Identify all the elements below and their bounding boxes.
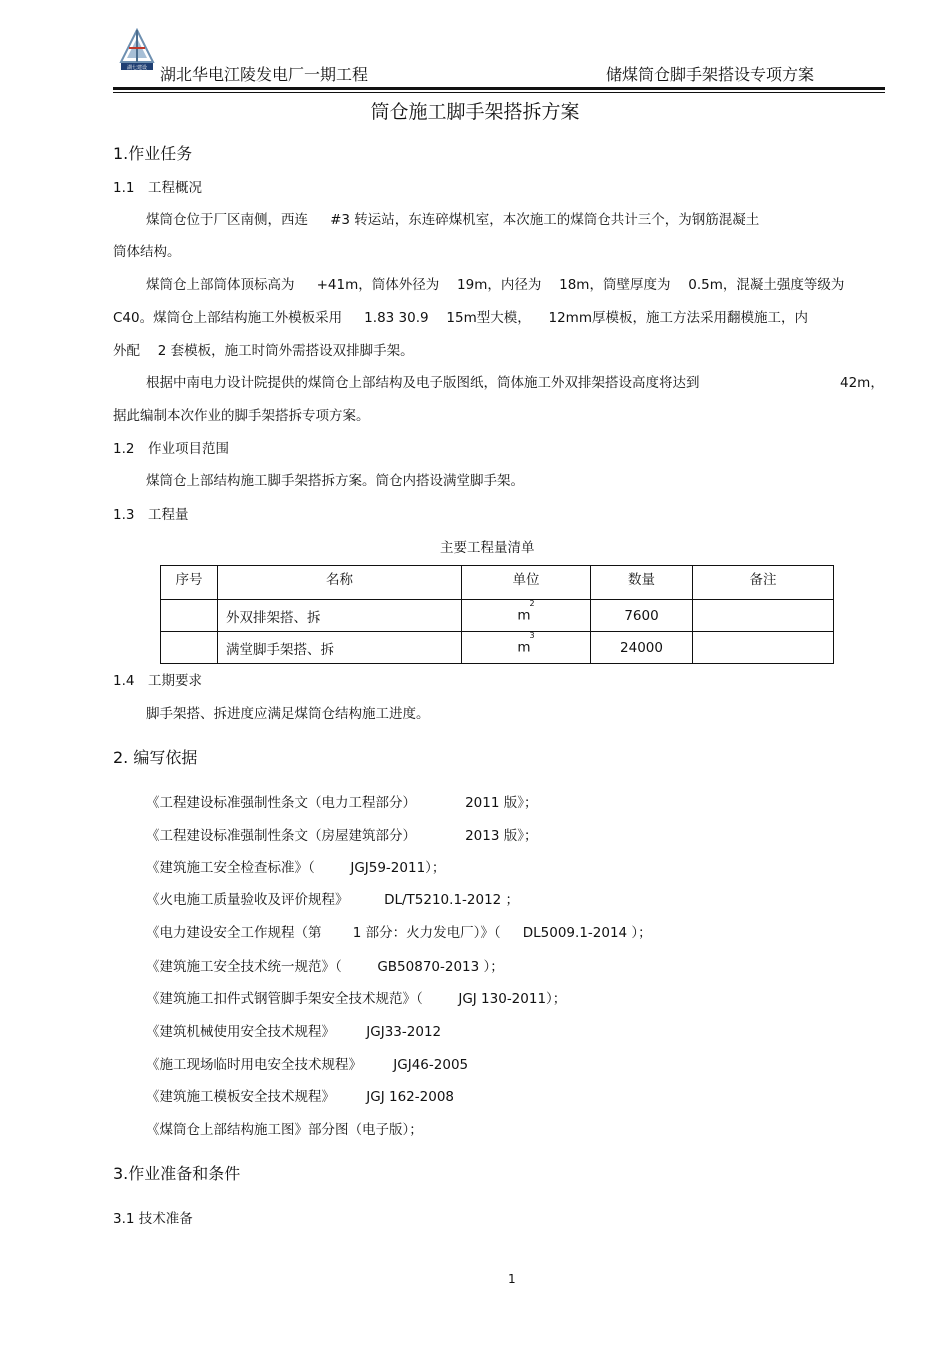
reference-item: 《工程建设标准强制性条文（房屋建筑部分） 2013 版》；	[146, 828, 538, 844]
reference-item: 《施工现场临时用电安全技术规程》 JGJ46-2005	[146, 1057, 469, 1073]
table-header-cell: 备注	[693, 566, 834, 600]
paragraph-value: 42m，	[840, 375, 884, 391]
reference-item: 《建筑施工安全技术统一规范》（ GB50870-2013 ）；	[146, 959, 504, 975]
table-cell-no	[161, 600, 218, 632]
table-cell-no	[161, 632, 218, 664]
table-cell-unit	[462, 600, 591, 632]
paragraph-line: 外配 2 套模板，施工时筒外需搭设双排脚手架。	[113, 343, 414, 359]
logo-text: 湖七建设	[126, 65, 148, 71]
section-1-3-heading: 1.3 工程量	[113, 507, 189, 523]
reference-item: 《建筑施工安全检查标准》（ JGJ59-2011）；	[146, 860, 446, 876]
table-cell-qty: 24000	[591, 632, 693, 664]
section-2-heading: 2. 编写依据	[113, 748, 198, 767]
header-project-name: 湖北华电江陵发电厂一期工程	[160, 65, 369, 84]
table-cell-qty: 7600	[591, 600, 693, 632]
paragraph-line: 脚手架搭、拆进度应满足煤筒仓结构施工进度。	[146, 706, 430, 722]
paragraph-line: 煤筒仓上部结构施工脚手架搭拆方案。筒仓内搭设满堂脚手架。	[146, 473, 524, 489]
table-cell-name: 外双排架搭、拆	[218, 600, 462, 632]
table-header-cell: 单位	[462, 566, 591, 600]
reference-item: 《建筑施工模板安全技术规程》 JGJ 162-2008	[146, 1089, 455, 1105]
paragraph-line: C40。煤筒仓上部结构施工外模板采用 1.83 30.9 15m型大模， 12mm厚模板，施工方法采用翻模施工，内	[113, 310, 808, 326]
paragraph-line: 根据中南电力设计院提供的煤筒仓上部结构及电子版图纸，筒体施工外双排架搭设高度将达到	[146, 375, 700, 391]
page-number: 1	[508, 1272, 516, 1286]
paragraph-line: 据此编制本次作业的脚手架搭拆专项方案。	[113, 408, 370, 424]
section-1-2-heading: 1.2 作业项目范围	[113, 441, 229, 457]
paragraph-line: 煤筒仓位于厂区南侧，西连 #3 转运站，东连碎煤机室，本次施工的煤筒仓共计三个，为钢筋混凝土	[146, 212, 760, 228]
table-header-row	[161, 566, 834, 600]
section-1-4-heading: 1.4 工期要求	[113, 673, 202, 689]
unit-superscript: 2	[529, 599, 535, 609]
table-cell-unit	[462, 632, 591, 664]
reference-item: 《火电施工质量验收及评价规程》 DL/T5210.1-2012 ；	[146, 892, 520, 908]
paragraph-line: 筒体结构。	[113, 244, 181, 260]
reference-item: 《建筑施工扣件式钢管脚手架安全技术规范》（ JGJ 130-2011）；	[146, 991, 567, 1007]
table-row	[161, 600, 834, 632]
table-cell-name: 满堂脚手架搭、拆	[218, 632, 462, 664]
unit-superscript: 3	[529, 631, 535, 641]
unit-text: m	[517, 607, 531, 624]
section-3-1-heading: 3.1 技术准备	[113, 1211, 193, 1227]
paragraph-line: 煤筒仓上部筒体顶标高为 +41m，筒体外径为 19m，内径为 18m，筒壁厚度为 0.5m，混凝土强度等级为	[146, 277, 845, 293]
reference-item: 《电力建设安全工作规程（第 1 部分：火力发电厂）》（ DL5009.1-2014 ）；	[146, 925, 652, 941]
reference-item: 《建筑机械使用安全技术规程》 JGJ33-2012	[146, 1024, 442, 1040]
table-header-cell: 数量	[591, 566, 693, 600]
reference-item: 《煤筒仓上部结构施工图》部分图（电子版）；	[146, 1122, 423, 1138]
table-header-cell: 名称	[218, 566, 462, 600]
quantity-table	[160, 565, 834, 664]
section-1-heading: 1.作业任务	[113, 144, 193, 163]
header-rule-thin	[113, 92, 885, 93]
header-rule-thick	[113, 87, 885, 90]
header-doc-name: 储煤筒仓脚手架搭设专项方案	[606, 65, 815, 84]
table-cell-note	[693, 600, 834, 632]
unit-text: m	[517, 639, 531, 656]
document-title: 筒仓施工脚手架搭拆方案	[370, 101, 580, 123]
reference-item: 《工程建设标准强制性条文（电力工程部分） 2011 版》；	[146, 795, 538, 811]
table-header-cell: 序号	[161, 566, 218, 600]
table-row	[161, 632, 834, 664]
table-cell-note	[693, 632, 834, 664]
table-caption: 主要工程量清单	[440, 540, 535, 556]
section-1-1-heading: 1.1 工程概况	[113, 180, 202, 196]
section-3-heading: 3.作业准备和条件	[113, 1164, 241, 1183]
company-logo	[113, 28, 161, 76]
